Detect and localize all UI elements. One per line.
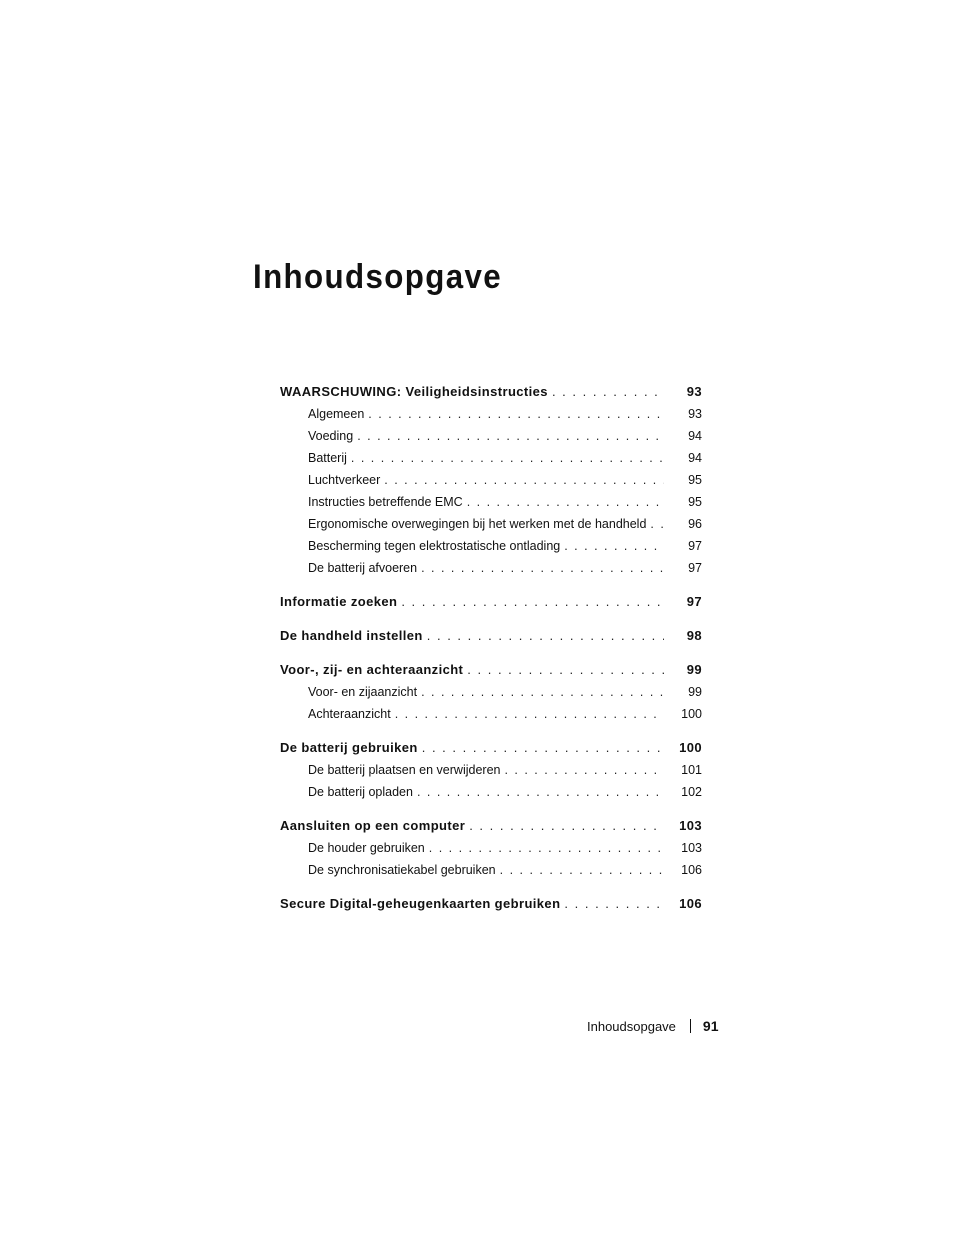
- toc-sub-entry[interactable]: [280, 535, 702, 557]
- toc-sub-entry[interactable]: [280, 425, 702, 447]
- toc-entry-page-number: 93: [686, 384, 702, 399]
- toc-entry-page-number: 101: [681, 763, 702, 777]
- toc-entry-page-number: 103: [681, 841, 702, 855]
- table-of-contents: [280, 381, 702, 927]
- toc-sub-entry[interactable]: [280, 491, 702, 513]
- dot-leader: [650, 513, 664, 535]
- footer-page-number: 91: [702, 1018, 719, 1034]
- toc-entry-page-number: 106: [681, 863, 702, 877]
- toc-section: [280, 737, 702, 803]
- dot-leader: [395, 703, 664, 725]
- toc-entry-page-number: 100: [681, 707, 702, 721]
- toc-sub-entry[interactable]: [280, 681, 702, 703]
- toc-entry-page-number: 97: [688, 561, 702, 575]
- toc-entry-page-number: 102: [681, 785, 702, 799]
- toc-entry-title: WAARSCHUWING: Veiligheidsinstructies: [280, 384, 548, 399]
- toc-sub-entry[interactable]: [280, 557, 702, 579]
- toc-entry-page-number: 94: [688, 451, 702, 465]
- toc-entry-title: Achteraanzicht: [308, 707, 391, 721]
- dot-leader: [429, 837, 664, 859]
- toc-section: [280, 381, 702, 579]
- toc-section: [280, 815, 702, 881]
- toc-sub-entry[interactable]: [280, 837, 702, 859]
- toc-entry-title: Luchtverkeer: [308, 473, 381, 487]
- footer-section-title: Inhoudsopgave: [587, 1018, 676, 1034]
- toc-entry-page-number: 95: [688, 473, 702, 487]
- toc-sub-entry[interactable]: [280, 469, 702, 491]
- toc-entry-title: De houder gebruiken: [308, 841, 425, 855]
- footer-divider: [690, 1019, 691, 1033]
- toc-main-entry[interactable]: [280, 381, 702, 403]
- dot-leader: [469, 815, 664, 837]
- toc-entry-title: De batterij opladen: [308, 785, 413, 799]
- page-footer: [587, 1018, 719, 1034]
- toc-entry-page-number: 99: [686, 662, 702, 677]
- toc-entry-title: Bescherming tegen elektrostatische ontlading: [308, 539, 561, 553]
- toc-main-entry[interactable]: [280, 625, 702, 647]
- page-title: Inhoudsopgave: [253, 258, 503, 296]
- toc-entry-page-number: 98: [686, 628, 702, 643]
- toc-entry-title: Instructies betreffende EMC: [308, 495, 463, 509]
- dot-leader: [467, 491, 664, 513]
- toc-main-entry[interactable]: [280, 737, 702, 759]
- toc-entry-page-number: 95: [688, 495, 702, 509]
- toc-sub-entry[interactable]: [280, 447, 702, 469]
- toc-entry-title: Algemeen: [308, 407, 365, 421]
- toc-section: [280, 625, 702, 647]
- toc-entry-page-number: 94: [688, 429, 702, 443]
- dot-leader: [500, 859, 664, 881]
- toc-sub-entry[interactable]: [280, 703, 702, 725]
- dot-leader: [401, 591, 664, 613]
- dot-leader: [417, 781, 664, 803]
- toc-entry-page-number: 100: [679, 740, 702, 755]
- toc-entry-title: Secure Digital-geheugenkaarten gebruiken: [280, 896, 561, 911]
- toc-entry-title: De batterij afvoeren: [308, 561, 418, 575]
- toc-sub-entry[interactable]: [280, 403, 702, 425]
- toc-entry-title: De batterij gebruiken: [280, 740, 418, 755]
- toc-entry-title: De batterij plaatsen en verwijderen: [308, 763, 501, 777]
- toc-entry-title: Voor-, zij- en achteraanzicht: [280, 662, 464, 677]
- toc-section: [280, 893, 702, 915]
- dot-leader: [421, 681, 664, 703]
- toc-main-entry[interactable]: [280, 893, 702, 915]
- toc-entry-page-number: 99: [688, 685, 702, 699]
- toc-entry-page-number: 96: [688, 517, 702, 531]
- toc-section: [280, 659, 702, 725]
- dot-leader: [351, 447, 664, 469]
- toc-main-entry[interactable]: [280, 591, 702, 613]
- dot-leader: [368, 403, 664, 425]
- toc-sub-entry[interactable]: [280, 759, 702, 781]
- toc-main-entry[interactable]: [280, 815, 702, 837]
- dot-leader: [427, 625, 664, 647]
- dot-leader: [504, 759, 664, 781]
- dot-leader: [564, 893, 664, 915]
- dot-leader: [564, 535, 664, 557]
- toc-entry-title: Voor- en zijaanzicht: [308, 685, 418, 699]
- toc-entry-page-number: 97: [686, 594, 702, 609]
- toc-main-entry[interactable]: [280, 659, 702, 681]
- dot-leader: [467, 659, 664, 681]
- dot-leader: [422, 737, 664, 759]
- dot-leader: [357, 425, 664, 447]
- toc-entry-title: Aansluiten op een computer: [280, 818, 466, 833]
- toc-entry-page-number: 103: [679, 818, 702, 833]
- toc-sub-entry[interactable]: [280, 513, 702, 535]
- dot-leader: [384, 469, 664, 491]
- toc-entry-page-number: 93: [688, 407, 702, 421]
- toc-sub-entry[interactable]: [280, 781, 702, 803]
- toc-entry-page-number: 97: [688, 539, 702, 553]
- toc-entry-title: Informatie zoeken: [280, 594, 398, 609]
- dot-leader: [552, 381, 664, 403]
- toc-sub-entry[interactable]: [280, 859, 702, 881]
- toc-section: [280, 591, 702, 613]
- toc-entry-title: De handheld instellen: [280, 628, 423, 643]
- toc-entry-title: Voeding: [308, 429, 354, 443]
- toc-entry-title: Ergonomische overwegingen bij het werken met de handheld: [308, 517, 647, 531]
- toc-entry-title: Batterij: [308, 451, 347, 465]
- dot-leader: [421, 557, 664, 579]
- toc-entry-title: De synchronisatiekabel gebruiken: [308, 863, 496, 877]
- toc-entry-page-number: 106: [679, 896, 702, 911]
